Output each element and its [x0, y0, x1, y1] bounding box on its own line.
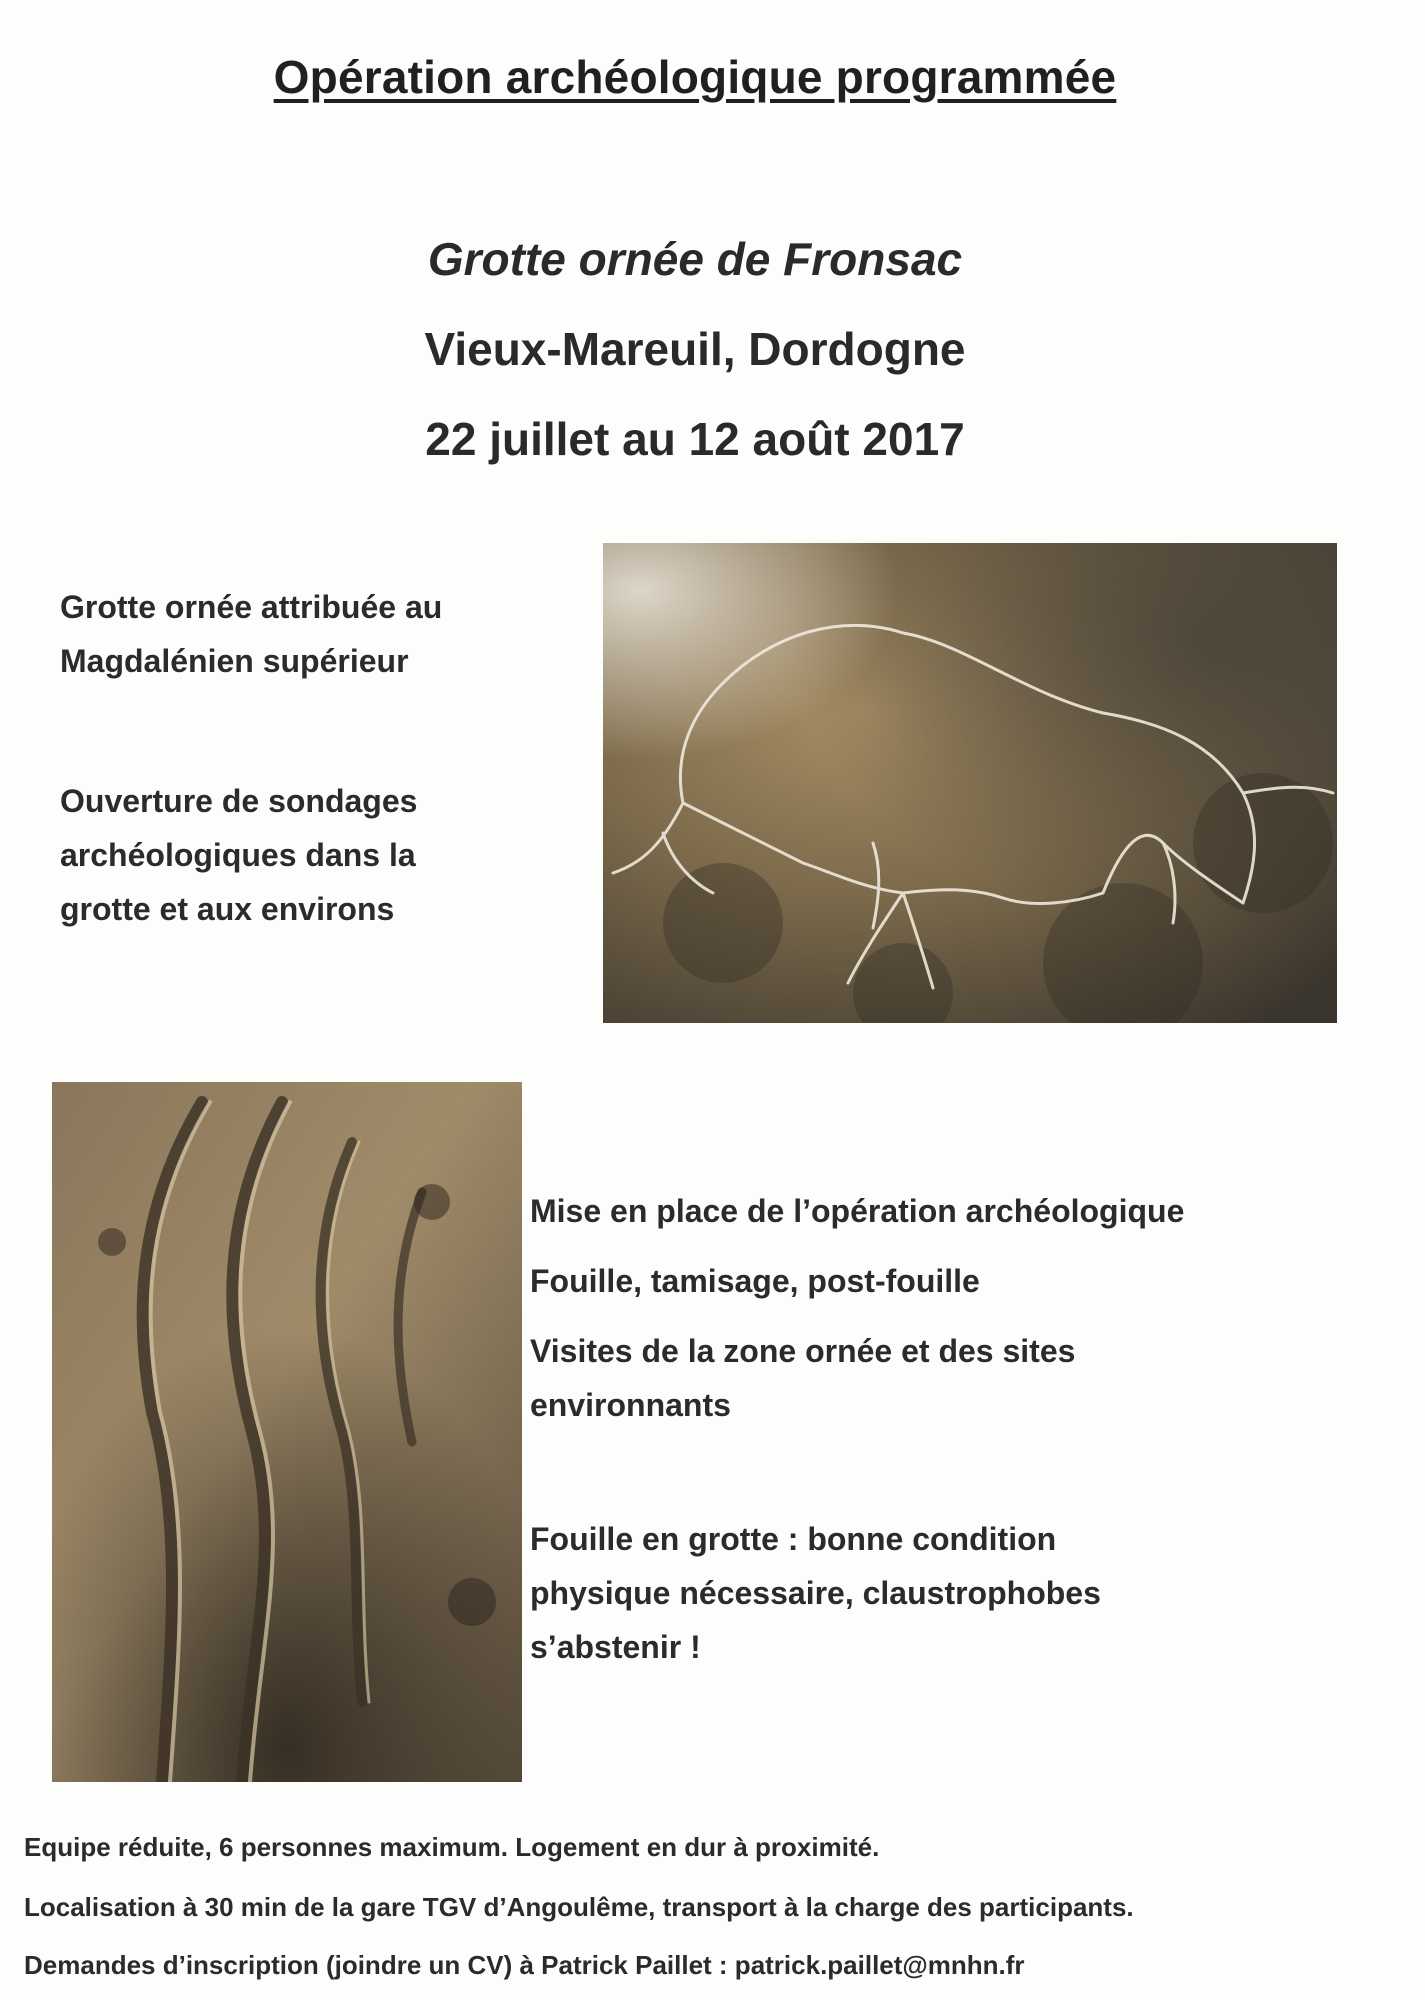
- spacer: [60, 688, 442, 774]
- activity-line: Fouille, tamisage, post-fouille: [530, 1263, 980, 1299]
- warning-line: Fouille en grotte : bonne condition: [530, 1521, 1057, 1557]
- footer-line-location: Localisation à 30 min de la gare TGV d’Angoulême, transport à la charge des participants.: [24, 1892, 1134, 1922]
- site-location: Vieux-Mareuil, Dordogne: [424, 323, 966, 375]
- footer-line-contact: Demandes d’inscription (joindre un CV) à Patrick Paillet : patrick.paillet@mnhn.fr: [24, 1950, 1025, 1980]
- warning-line: physique nécessaire, claustrophobes: [530, 1575, 1101, 1611]
- warning-line: s’abstenir !: [530, 1629, 701, 1665]
- activity-line: environnants: [530, 1387, 731, 1423]
- bison-engraving-image: [603, 543, 1337, 1023]
- activity-line: Visites de la zone ornée et des sites: [530, 1333, 1076, 1369]
- operation-dates: 22 juillet au 12 août 2017: [425, 413, 965, 465]
- site-name: Grotte ornée de Fronsac: [427, 233, 963, 285]
- warning-text: [530, 1512, 1101, 1674]
- bison-engraving-photo: [603, 543, 1337, 1023]
- intro-line: grotte et aux environs: [60, 891, 395, 927]
- intro-line: archéologiques dans la: [60, 837, 416, 873]
- intro-line: Grotte ornée attribuée au: [60, 589, 443, 625]
- footer-line-team: Equipe réduite, 6 personnes maximum. Logement en dur à proximité.: [24, 1832, 880, 1862]
- activities-text: [530, 1184, 1184, 1432]
- carved-lines-photo: [52, 1082, 522, 1782]
- page-title: Opération archéologique programmée: [273, 51, 1117, 103]
- activity-line: Mise en place de l’opération archéologique: [530, 1193, 1185, 1229]
- intro-line: Ouverture de sondages: [60, 783, 418, 819]
- carved-lines-image: [52, 1082, 522, 1782]
- intro-text: [60, 580, 442, 936]
- intro-line: Magdalénien supérieur: [60, 643, 409, 679]
